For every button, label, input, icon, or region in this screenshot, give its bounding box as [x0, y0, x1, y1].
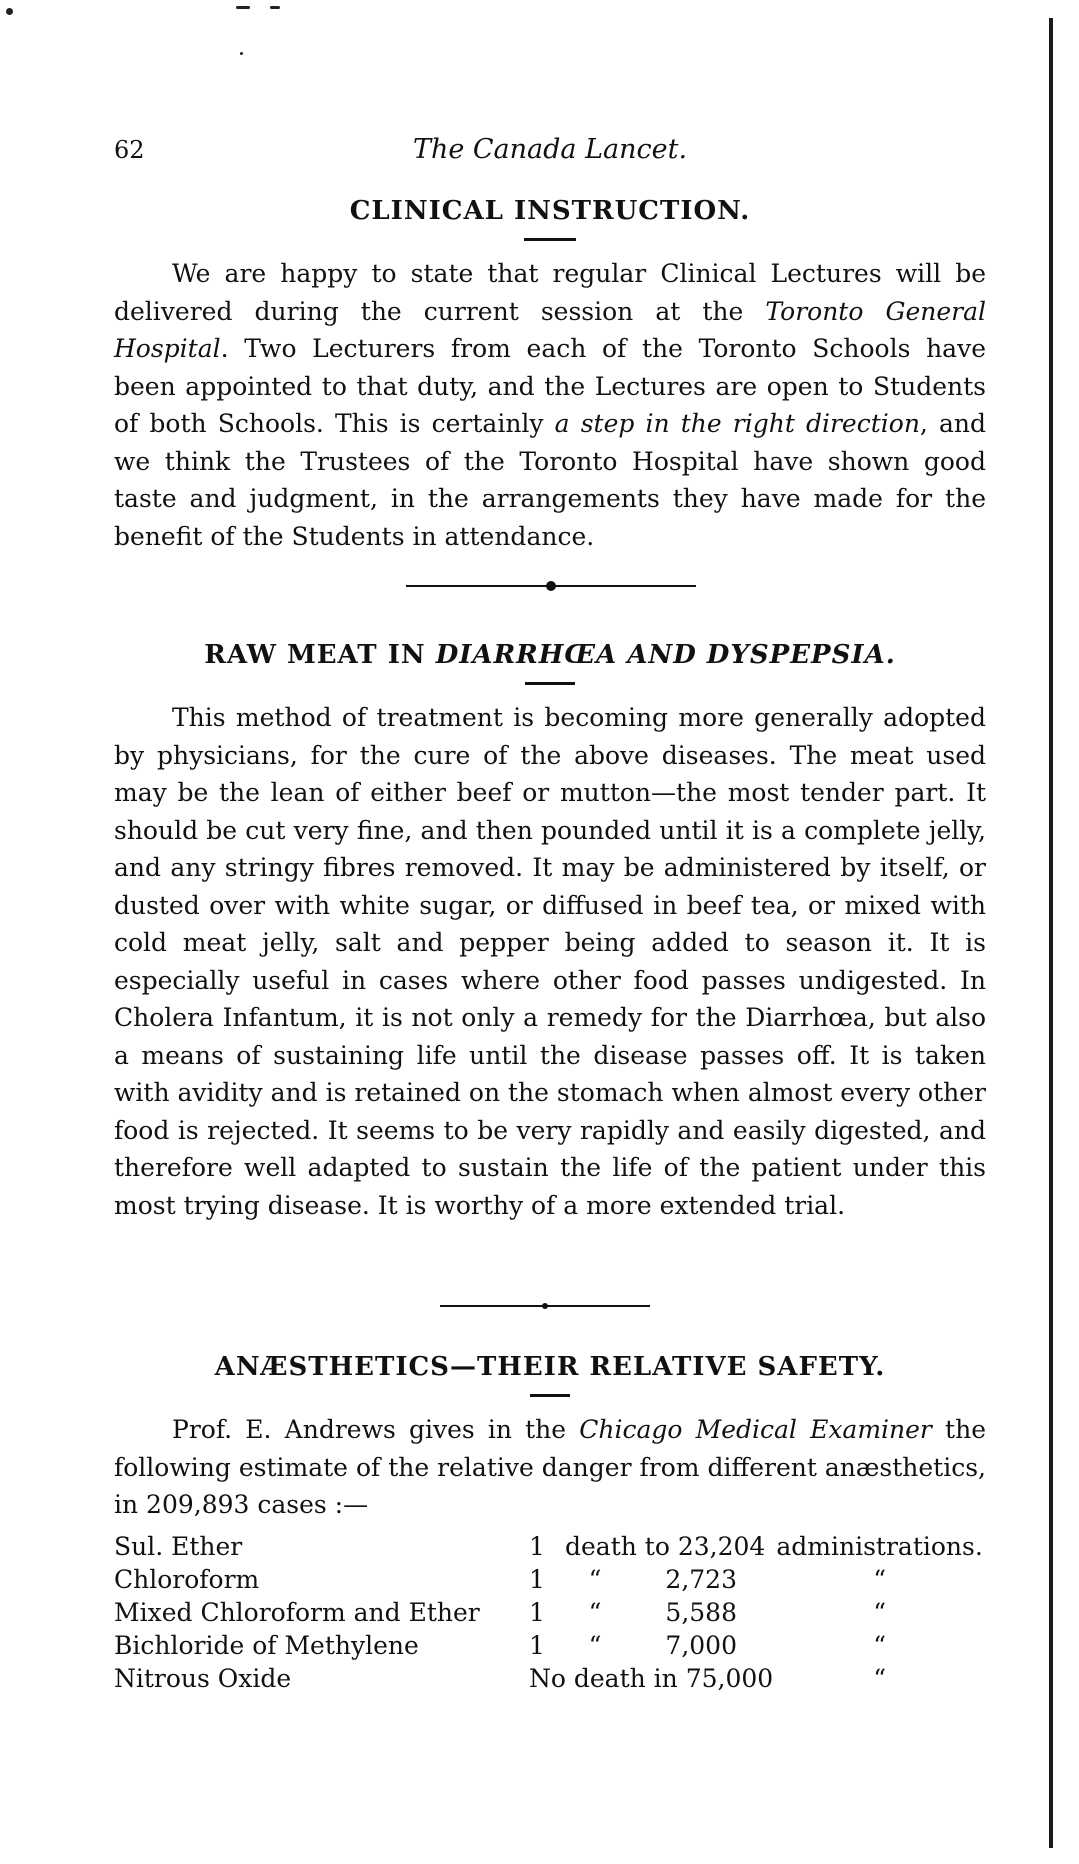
running-header [114, 136, 986, 176]
section-divider [406, 580, 696, 592]
article-title: CLINICAL INSTRUCTION. [349, 196, 751, 226]
article-anaesthetics [114, 1352, 986, 1695]
article-title: RAW MEAT IN DIARRHŒA AND DYSPEPSIA. [204, 640, 896, 670]
anaesthetic-name: Nitrous Oxide [114, 1664, 295, 1693]
running-title: The Canada Lancet. [412, 134, 688, 165]
scan-speck [270, 6, 280, 9]
table-row: Chloroform 1 “ 2,723 “ [114, 1563, 986, 1596]
title-rule [525, 682, 575, 685]
title-rule [530, 1394, 570, 1397]
page-edge-shadow [1049, 18, 1053, 1848]
anaesthetic-name: Bichloride of Methylene [114, 1631, 423, 1660]
table-row: Bichloride of Methylene 1 “ 7,000 “ [114, 1629, 986, 1662]
section-divider [440, 1300, 650, 1312]
article-body: This method of treatment is becoming more generally adopted by physicians, for the cure of the above diseases. The meat used may be the lean of either beef or mutton—the most tender part. It should be cut very fine, and then pounded until it is a complete jelly, and any stringy fibres removed. It may be administered by itself, or dusted over with white sugar, or diffused in beef tea, or mixed with cold meat jelly, salt and pepper being added to season it. It is especially useful in cases where other food passes undigested. In Cholera Infantum, it is not only a remedy for the Diarrhœa, but also a means of sustaining life until the disease passes off. It is taken with avidity and is retained on the stomach when almost every other food is rejected. It seems to be very rapidly and easily digested, and therefore well adapted to sustain the life of the patient under this most trying disease. It is worthy of a more extended trial. [114, 703, 986, 1220]
anaesthetic-name: Mixed Chloroform and Ether [114, 1598, 484, 1627]
table-row: Mixed Chloroform and Ether 1 “ 5,588 “ [114, 1596, 986, 1629]
article-body: We are happy to state that regular Clinical Lectures will be delivered during the current session at the Toronto General Hospital. Two Lecturers from each of the Toronto Schools have been appointed to that duty, and the Lectures are open to Students of both Schools. This is certainly a step in the right direction, and we think the Trustees of the Toronto Hospital have shown good taste and judgment, in the arrangements they have made for the benefit of the Students in attendance. [114, 259, 986, 551]
article-title: ANÆSTHETICS—THEIR RELATIVE SAFETY. [214, 1352, 886, 1382]
emphasis: a step in the right direction [554, 409, 920, 438]
article-raw-meat [114, 640, 986, 1224]
table-row: Nitrous Oxide No death in 75,000 “ [114, 1662, 986, 1695]
anaesthetic-name: Sul. Ether [114, 1532, 246, 1561]
scan-speck [240, 52, 243, 55]
ditto-mark: “ [873, 1630, 886, 1660]
ditto-mark: “ [873, 1564, 886, 1594]
page-number: 62 [114, 136, 145, 164]
article-clinical-instruction [114, 196, 986, 555]
anaesthetic-name: Chloroform [114, 1565, 263, 1594]
title-rule [524, 238, 576, 241]
article-intro: Prof. E. Andrews gives in the Chicago Medical Examiner the following estimate of the relative danger from different anæsthetics, in 209,893 cases :— [114, 1415, 987, 1519]
scan-speck [6, 8, 13, 15]
anaesthetic-safety-table [114, 1530, 986, 1695]
scan-speck [236, 6, 250, 9]
journal-name: Chicago Medical Examiner [579, 1415, 932, 1444]
table-row: Sul. Ether 1 death to 23,204 administrations. [114, 1530, 986, 1563]
emphasis: Toronto General Hospital [114, 296, 986, 363]
ditto-mark: “ [873, 1597, 886, 1627]
unit-cell: administrations. [776, 1531, 983, 1561]
ditto-mark: “ [873, 1663, 886, 1693]
